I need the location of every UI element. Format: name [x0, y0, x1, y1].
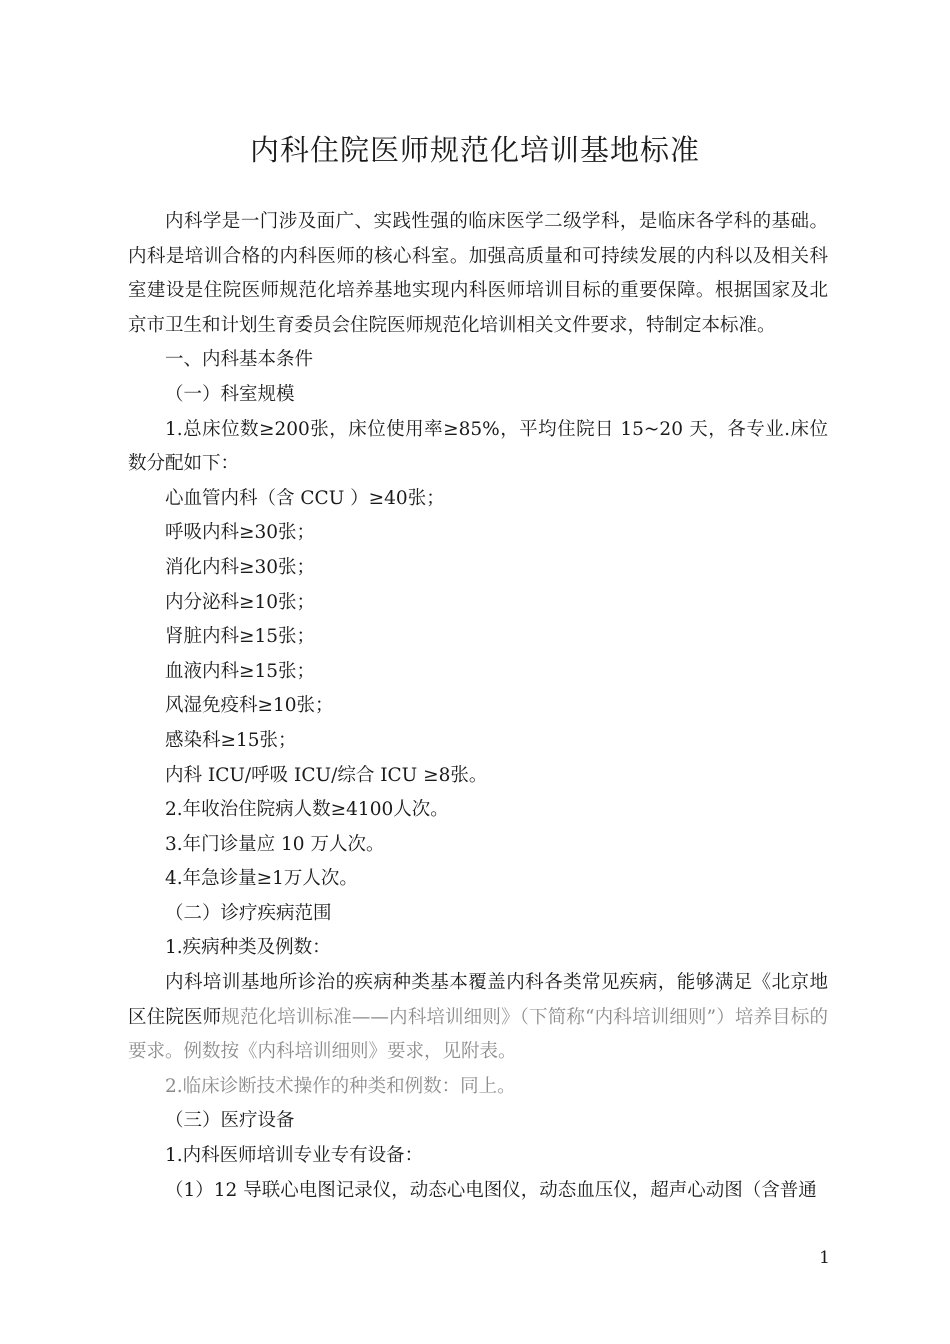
section-heading-1: 一、内科基本条件 — [165, 349, 314, 371]
document-body — [128, 205, 828, 1208]
item-admissions: 2.年收治住院病人数≥4100人次。 — [165, 799, 449, 821]
item-diagnostic-techniques: 2.临床诊断技术操作的种类和例数：同上。 — [165, 1075, 516, 1097]
bed-item: 内分泌科≥10张； — [165, 591, 316, 613]
disease-paragraph-dark: 内科培训基地所诊治的疾病种类基本覆盖内科各类常见疾病，能够满足《北京地区住院医师 — [128, 972, 828, 1028]
item-equipment-1: （1）12 导联心电图记录仪，动态心电图仪，动态血压仪，超声心动图（含普通 — [165, 1179, 817, 1201]
item-disease-types: 1.疾病种类及例数： — [165, 937, 331, 959]
bed-item: 肾脏内科≥15张； — [165, 626, 316, 648]
subsection-heading-1: （一）科室规模 — [165, 383, 295, 405]
bed-item: 消化内科≥30张； — [165, 556, 316, 578]
bed-item: 感染科≥15张； — [165, 729, 297, 751]
intro-paragraph: 内科学是一门涉及面广、实践性强的临床医学二级学科，是临床各学科的基础。内科是培训合格的内科医师的核心科室。加强高质量和可持续发展的内科以及相关科室建设是住院医师规范化培养基地实现内科医师培训目标的重要保障。根据国家及北京市卫生和计划生育委员会住院医师规范化培训相关文件要求，特制定本标准。 — [128, 211, 828, 336]
document-title: 内科住院医师规范化培训基地标准 — [249, 133, 700, 167]
subsection-heading-2: （二）诊疗疾病范围 — [165, 902, 332, 924]
bed-item: 血液内科≥15张； — [165, 660, 316, 682]
bed-item: 呼吸内科≥30张； — [165, 522, 316, 544]
disease-paragraph — [128, 966, 828, 1070]
disease-paragraph-grey: 规范化培训标准——内科培训细则》（下简称“内科培训细则”）培养目标的要求。例数按《内科培训细则》要求，见附表。 — [128, 1006, 828, 1063]
bed-item: 风湿免疫科≥10张； — [165, 695, 334, 717]
item-emergency: 4.年急诊量≥1万人次。 — [165, 868, 358, 890]
page-number: 1 — [819, 1248, 830, 1268]
bed-item: 内科 ICU/呼吸 ICU/综合 ICU ≥8张。 — [165, 764, 488, 786]
subsection-heading-3: （三）医疗设备 — [165, 1110, 295, 1132]
bed-item: 心血管内科（含 CCU ）≥40张； — [165, 487, 445, 509]
item-outpatient: 3.年门诊量应 10 万人次。 — [165, 833, 385, 855]
item-total-beds: 1.总床位数≥200张，床位使用率≥85%，平均住院日 15~20 天，各专业.床位数分配如下： — [128, 418, 828, 475]
item-equipment: 1.内科医师培训专业专有设备： — [165, 1145, 424, 1167]
